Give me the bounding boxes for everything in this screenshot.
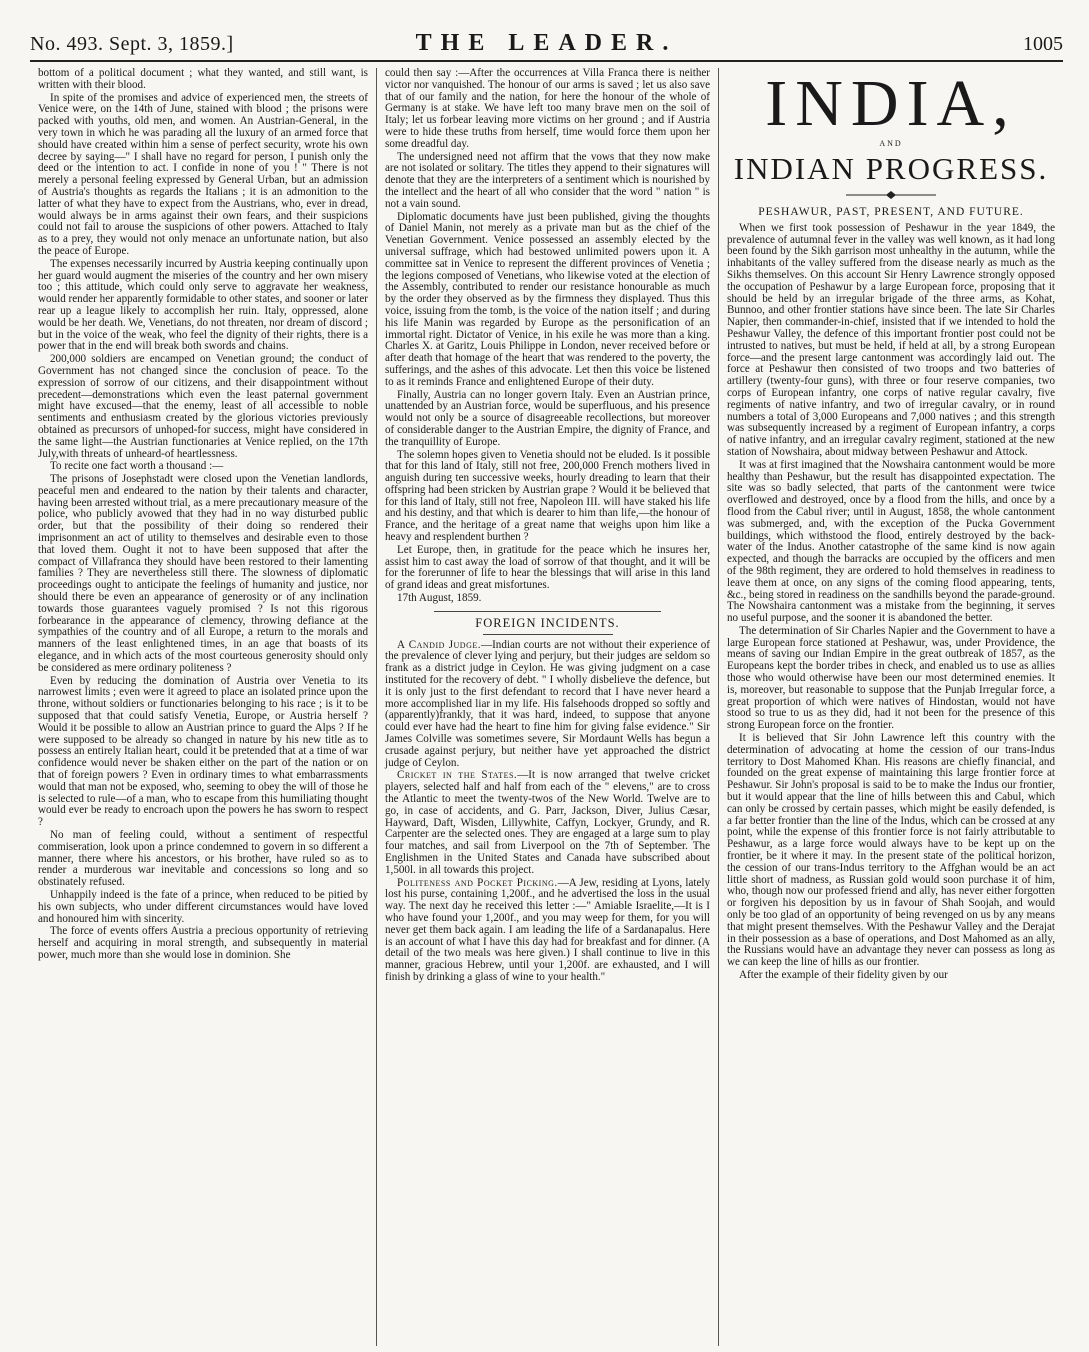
column-1 <box>30 68 376 1346</box>
paragraph: It is believed that Sir John Lawrence left this country with the determination of advocating at home the cession of our trans-Indus territory to Dost Mahomed Khan. His reasons are chiefly financial, and founded on the great expense of maintaining this large frontier force at Peshawur. Sir John's proposal is said to be to make the Indus our frontier, but it would appear that the line of hills between this and Cabul, which can only be crossed by certain passes, which might be easily defended, is a far better frontier than the line of the Indus, which can be crossed at any point, while the expense of this frontier force is not fairly attributable to Peshawur, as a large force would always have to be kept up on the frontier, be it where it may. In the present state of the political horizon, the cession of our trans-Indus territory to the Affghan would be an act little short of madness, as Russian gold would soon purchase it of him, who, though now our professed friend and ally, has never either forgotten or forgiven his deposition by us in favour of Shah Soojah, and would only be too glad of an opportunity of being revenged on us by any means that might present themselves. With the Peshawur Valley and the Derajat in their possession as a base of operations, and Dost Mahomed as an ally, the Russians would have an advantage they never can possess as long as we can keep the line of hills as our frontier. <box>727 732 1055 969</box>
section-title-india: INDIA, <box>765 68 1017 140</box>
paragraph: No man of feeling could, without a sentiment of respectful commiseration, look upon a prince condemned to govern in so different a manner, there where his ancestors, or his brother, have ruled so as to render a murderous war inevitable and concessions so long and so obstinately refused. <box>38 829 368 889</box>
paragraph: Even by reducing the domination of Austria over Venetia to its narrowest limits ; even were it agreed to place an isolated prince upon the throne, without soldiers or functionaries belonging to his race ; is it to be supposed that that could satisfy Venetia, Europe, or Austria herself ? Would it be possible to allow an Austrian prince to guard the Alps ? If he were supposed to be already so changed in nature by his new title as to possess an entirely Italian heart, could it be pretended that at a time of war confidence would never be shaken either on the part of the nation or on that of foreign powers ? Even in ordinary times to what embarrassments would that man not be exposed, who, seeming to obey the will of those he is selected to rule—of a man, who to escape from this humiliating thought would ever be ready to encroach upon the powers he has sworn to respect ? <box>38 674 368 829</box>
issue-number: No. 493. Sept. 3, 1859.] <box>30 33 234 55</box>
column-3 <box>718 68 1063 1346</box>
news-item-politeness <box>385 878 710 984</box>
item-lead: Politeness and Pocket Picking. <box>397 876 558 889</box>
paragraph: The undersigned need not affirm that the vows that they now make are not isolated or solitary. The titles they append to their signatures will denote that they are the interpreters of a sentiment which is nourished by the intellect and the heart of all who consider that the word " nation " is not a vain sound. <box>385 150 710 210</box>
section-heading-foreign-incidents: FOREIGN INCIDENTS. <box>475 615 620 630</box>
paragraph: Finally, Austria can no longer govern Italy. Even an Austrian prince, unattended by an Austrian force, would be superfluous, and his presence would not only be a source of disagreeable recollections, but moreover of considerable danger to the Austrian Empire, the dignity of France, and the tranquillity of Europe. <box>385 388 710 448</box>
item-text: —A Jew, residing at Lyons, lately lost his purse, containing 1,200f., and he advertised the loss in the usual way. The next day he received this letter :—" Amiable Israelite,—It is I who have found your 1,200f., and you may weep for them, for you will never get them back again. I am leading the life of a Sardanapalus. Here is an account of what I have this day had for breakfast and for dinner. (A detail of the two meals was here given.) I shall continue to live in this manner, gracious Hebrew, until your 1,200f. are exhausted, and I will finish by drinking a glass of wine to your health." <box>385 876 710 983</box>
article-heading: PESHAWUR, PAST, PRESENT, AND FUTURE. <box>758 205 1024 218</box>
paragraph: The solemn hopes given to Venetia should not be eluded. Is it possible that for this land of Italy, still not free, 200,000 French mothers lived in anguish during ten successive weeks, hourly dreading to learn that their offspring had been stricken by Austrian grape ? Would it be believed that for this land of Italy, still not free, Napoleon III. will have staked his life and his destiny, and that which is dearer to him than life,—the honour of France, and the heritage of a great name that weighs upon him like a heavy and resplendent burthen ? <box>385 448 710 544</box>
section-title-indian-progress: INDIAN PROGRESS. <box>733 150 1049 186</box>
masthead <box>30 30 1063 62</box>
paragraph: 200,000 soldiers are encamped on Venetian ground; the conduct of Government has not changed since the conclusion of peace. To the expression of sorrow of our citizens, and their disappointment without precedent—demonstrations which even the least paternal government might have excused—that the enemy, least of all accessible to noble sentiments and enthusiasm created by the glorious victories previously obtained as precursors of unhoped-for success, might have considered in the same light—the Austrian functionaries at Venice replied, on the 17th July,with threats of unheard-of heartlessness. <box>38 353 368 460</box>
paper-title: THE LEADER. <box>415 30 678 56</box>
news-item-candid-judge <box>385 640 710 770</box>
paragraph: The expenses necessarily incurred by Austria keeping continually upon her guard would augment the miseries of the country and her own misery too ; this attitude, which could only serve to aggravate her weakness, would render her apparently formidable to other states, and sooner or later rear up a league likely to accomplish her ruin. Italy, oppressed, alone would be her death. We, Venetians, do not threaten, nor dream of discord ; but in the voice of the weak, who feel the dignity of their rights, there is a power that in the end will break both swords and chains. <box>38 257 368 353</box>
page-number: 1005 <box>1022 33 1063 55</box>
paragraph: The prisons of Josephstadt were closed upon the Venetian landlords, peaceful men and endeared to the nation by their talents and character, having been arrested without trial, as a mere precautionary measure of the police, who publicly avowed that they had in no way disturbed public order, but that the possibility of their doing so rendered their imprisonment an act of utility to themselves and desirable even to those that loved them. Ought it not to have been supposed that after the compact of Villafranca they should have been restored to their lamenting families ? They are nevertheless still there. The slowness of diplomatic proceedings ought to anticipate the feelings of humanity and justice, nor should there be even an appearance of generosity or of any inclination towards those guarantees vaguely promised ? Is not this rigorous forbearance in the appearance of clemency, throwing defiance at the sympathies of the country and of all Europe, a return to the morals and manners of the least enlightened times, in an age that boasts of its elegance, and in which acts of the most courteous generosity should only be considered as mere ordinary politeness ? <box>38 473 368 674</box>
paragraph: Unhappily indeed is the fate of a prince, when reduced to be pitied by his own subjects, who under different circumstances would have loved and honoured him with sincerity. <box>38 888 368 925</box>
item-text: —It is now arranged that twelve cricket players, selected half and half from each of the " elevens," are to cross the Atlantic to meet the twenty-twos of the New World. Twelve are to go, in case of accidents, and G. Parr, Jackson, Diver, Julius Cæsar, Hayward, Daft, Wisden, Lillywhite, Caffyn, Lockyer, Grundy, and R. Carpenter are the selected ones. They are engaged at a large sum to play four matches, and sail from Liverpool on the 7th of September. The Englishmen in the United States and Canada have subscribed about 1,500l. in all towards this project. <box>385 769 710 876</box>
paragraph: It was at first imagined that the Nowshaira cantonment would be more healthy than Peshawur, but the result has disappointed expectation. The site was so badly selected, that parts of the cantonment were twice overflowed and destroyed, once by a flood from the hills, and once by a flood from the Cabul river; until in August, 1858, the whole cantonment was submerged, and, with the exception of the Pucka Government buildings, which withstood the flood, entirely destroyed by the back-water of the Indus. Another catastrophe of the same kind is now again expected, and though the barracks are occupied by the officers and men of the 98th regiment, they are ordered to hold themselves in readiness to leave them at once, on any signs of the coming flood appearing, tents, &c., being stored in readiness on the sandhills beyond the parade-ground. The Nowshaira cantonment was a mistake from the beginning, it serves no useful purpose, and the sooner it is abandoned the better. <box>727 458 1055 625</box>
dateline: 17th August, 1859. <box>397 592 482 605</box>
section-title-and: AND <box>879 139 903 148</box>
item-lead: A Candid Judge. <box>397 638 482 651</box>
paragraph: The force of events offers Austria a precious opportunity of retrieving herself and acquiring in moral strength, and subsequently in material power, much more than she would lose in dominion. She <box>38 925 368 961</box>
news-item-cricket <box>385 770 710 876</box>
paragraph: To recite one fact worth a thousand :— <box>50 460 224 473</box>
paragraph: Let Europe, then, in gratitude for the peace which he insures her, assist him to cast away the load of sorrow of that thought, and it will be for the forerunner of life to hear the blessings that will arise in this land of grand ideas and great misfortunes. <box>385 543 710 592</box>
item-text: —Indian courts are not without their experience of the prevalence of clever lying and perjury, but their judges are seldom so frank as a district judge in Ceylon. He was giving judgment on a case instituted for the recovery of debt. " I wholly disbelieve the defence, but it is only just to the first defendant to record that I have never heard a more accomplished liar in my life. His falsehoods dropped so softly and (apparently)frankly, that it was hard, indeed, to suppose that anyone could ever have had the heart to fine him for giving false evidence." Sir James Colville was sometimes severe, Sir Mordaunt Wells has begun a crusade against perjury, but neither have yet approached the district judge of Ceylon. <box>385 638 710 769</box>
section-rule <box>483 634 613 635</box>
paragraph: bottom of a political document ; what they wanted, and still want, is written with their blood. <box>38 68 368 91</box>
item-lead: Cricket in the States. <box>397 769 518 782</box>
columns <box>30 68 1063 1346</box>
section-rule <box>434 611 662 612</box>
paragraph: could then say :—After the occurrences at Villa Franca there is neither victor nor vanquished. The honour of our arms is saved ; let us also save that of our family and the nation, for here the honour of the whole of Germany is at stake. We have left too many brave men on the soil of Italy; let us forbear leaving more victims on her ground ; and if Austria were to hide these truths from herself, time would force them upon her some dreadful day. <box>385 68 710 150</box>
ornament-divider-icon <box>846 190 936 200</box>
paragraph: The determination of Sir Charles Napier and the Government to have a large European force stationed at Peshawur, was, under Providence, the means of saving our Indian Empire in the great outbreak of 1857, as the Europeans kept the border tribes in check, and enabled us to use as allies those who would otherwise have been our most determined enemies. It is, moreover, but reasonable to suppose that the Punjab Irregular force, a great proportion of which were natives of Hindostan, would not have stood so true to us as they did, had it not been for the presence of this strong European force on the frontier. <box>727 624 1055 732</box>
paragraph: Diplomatic documents have just been published, giving the thoughts of Daniel Manin, not merely as a private man but as the chief of the Venetian Government. Venice possessed an assembly elected by the universal suffrage, which had bestowed unlimited powers upon it. A committee sat in Venice to represent the different provinces of Venetia ; the legions composed of Venetians, who likewise voted at the election of the Assembly, contributed to render our resistance honourable as much by the order they observed as by the firmness they displayed. Thus this voice, issuing from the tomb, is the voice of the nation itself ; and during his life Manin was regarded by Europe as the personification of an immortal right. Dictator of Venice, in his exile he was more than a king. Charles X. at Garitz, Louis Philippe in London, never received before or after death that homage of the heart that was rendered to the poverty, the sufferings, and the ashes of this advocate. Let then this voice be listened to as it reminds France and enlightened Europe of their duty. <box>385 210 710 388</box>
paragraph: When we first took possession of Peshawur in the year 1849, the prevalence of autumnal fever in the valley was well known, as it had long been found by the Sikh garrison most unhealthy in the autumn, while the inhabitants of the valley suffered from the disease nearly as much as the Sikhs themselves. On this account Sir Henry Lawrence strongly opposed the occupation of Peshawur by a large European force, proposing that it should be held by an irregular brigade of the three arms, as Kohat, Bunnoo, and other frontier stations have since been. The late Sir Charles Napier, then commander-in-chief, insisted that if we intended to hold the Peshawur Valley, the defence of this important frontier post could not be intrusted to natives, but must be held, if held at all, by a strong European force—and the present large cantonment was accordingly laid out. The force at Peshawur then consisted of two troops and two batteries of artillery (twenty-four guns), with three or four reserve companies, two corps of European infantry, one corps of native regular cavalry, five regiments of native infantry, and two of irregular cavalry, or in round numbers a total of 3,000 Europeans and 7,000 natives ; and this strength was subsequently increased by a regiment of European infantry, a corps of native infantry, and an irregular cavalry regiment, stationed at the new station of Nowshaira, about midway between Peshawur and Attock. <box>727 221 1055 458</box>
paragraph: In spite of the promises and advice of experienced men, the streets of Venice were, on the 14th of June, stained with blood ; the prisons were packed with youths, old men, and women. An Austrian-General, in the very town in which he was parading all the luxury of an armed force that should have created within him a sense of perfect security, wrote his own decree by saying—" I shall have no regard for person, I punish only the deed or the intention to act. I confide in none of you ! " There is not merely a personal feeling expressed by General Urban, but an admission of Austria's thoughts as regards the Italians ; it is an admonition to the latter of what they have to expect from the Austrians, who, ever in dread, would always be in arms against their own fears, and their suspicions could not fail to arouse the suspicions of other powers. Attached to Italy as to a prey, they would not only menace an unfortunate nation, but also the peace of Europe. <box>38 91 368 257</box>
column-2 <box>376 68 718 1346</box>
paragraph: After the example of their fidelity given by our <box>739 969 948 981</box>
